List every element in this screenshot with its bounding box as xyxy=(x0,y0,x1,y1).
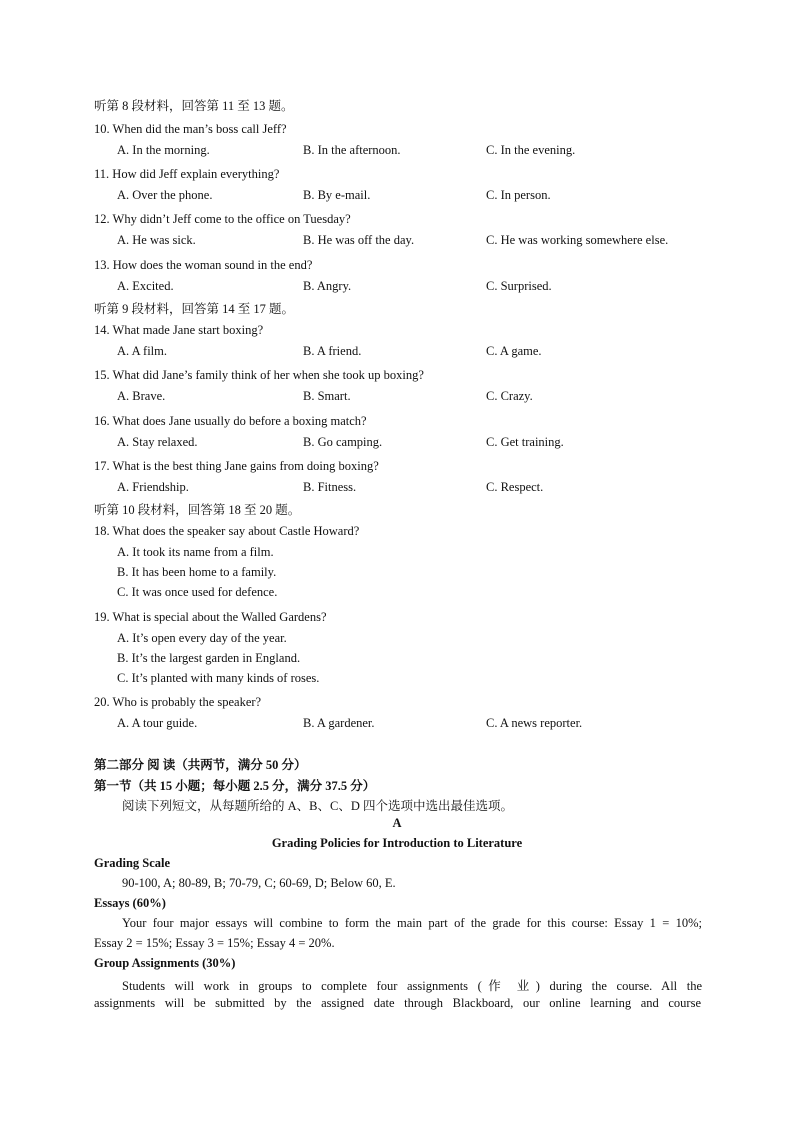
question-17-option-c: C. Respect. xyxy=(486,480,544,494)
question-17-option-b: B. Fitness. xyxy=(303,480,357,494)
question-20-stem: 20. Who is probably the speaker? xyxy=(94,695,262,709)
question-13-option-b: B. Angry. xyxy=(303,279,352,293)
question-10-option-b: B. In the afternoon. xyxy=(303,143,401,157)
section10-header: 听第 10 段材料，回答第 18 至 20 题。 xyxy=(94,503,301,517)
grading-scale-heading: Grading Scale xyxy=(94,856,171,870)
question-18-option-a: A. It took its name from a film. xyxy=(117,545,274,559)
question-15-option-c: C. Crazy. xyxy=(486,389,533,403)
group-paragraph-line2: assignments will be submitted by the assigned date through Blackboard, our online learning and course xyxy=(94,996,701,1010)
question-10-option-a: A. In the morning. xyxy=(117,143,210,157)
question-13-option-c: C. Surprised. xyxy=(486,279,552,293)
passage-letter: A xyxy=(392,816,402,830)
question-20-option-c: C. A news reporter. xyxy=(486,716,583,730)
question-14-stem: 14. What made Jane start boxing? xyxy=(94,323,264,337)
question-13-stem: 13. How does the woman sound in the end? xyxy=(94,258,313,272)
question-14-option-b: B. A friend. xyxy=(303,344,362,358)
question-20-option-b: B. A gardener. xyxy=(303,716,375,730)
essays-paragraph-line2: Essay 2 = 15%; Essay 3 = 15%; Essay 4 = 20%. xyxy=(94,936,335,950)
question-12-stem: 12. Why didn’t Jeff come to the office on Tuesday? xyxy=(94,212,351,226)
question-12-option-a: A. He was sick. xyxy=(117,233,196,247)
question-19-option-a: A. It’s open every day of the year. xyxy=(117,631,287,645)
question-18-stem: 18. What does the speaker say about Castle Howard? xyxy=(94,524,360,538)
question-15-option-a: A. Brave. xyxy=(117,389,166,403)
group-paragraph-line1: Students will work in groups to complete four assignments (作 业) during the course. All the xyxy=(122,979,702,993)
question-10-stem: 10. When did the man’s boss call Jeff? xyxy=(94,122,287,136)
essays-heading: Essays (60%) xyxy=(94,896,166,910)
reading-section-title: 第一节（共 15 小题；每小题 2.5 分，满分 37.5 分） xyxy=(94,779,376,793)
question-17-stem: 17. What is the best thing Jane gains from doing boxing? xyxy=(94,459,379,473)
question-11-option-a: A. Over the phone. xyxy=(117,188,213,202)
reading-instruction: 阅读下列短文，从每题所给的 A、B、C、D 四个选项中选出最佳选项。 xyxy=(122,799,513,813)
question-19-option-b: B. It’s the largest garden in England. xyxy=(117,651,301,665)
question-13-option-a: A. Excited. xyxy=(117,279,174,293)
question-20-option-a: A. A tour guide. xyxy=(117,716,198,730)
grading-scale-text: 90-100, A; 80-89, B; 70-79, C; 60-69, D; Below 60, E. xyxy=(122,876,396,890)
question-15-stem: 15. What did Jane’s family think of her when she took up boxing? xyxy=(94,368,424,382)
question-10-option-c: C. In the evening. xyxy=(486,143,576,157)
question-15-option-b: B. Smart. xyxy=(303,389,351,403)
question-16-option-b: B. Go camping. xyxy=(303,435,383,449)
question-11-option-b: B. By e-mail. xyxy=(303,188,371,202)
section8-header: 听第 8 段材料，回答第 11 至 13 题。 xyxy=(94,99,294,113)
group-assignments-heading: Group Assignments (30%) xyxy=(94,956,236,970)
question-11-option-c: C. In person. xyxy=(486,188,551,202)
essays-paragraph-line1: Your four major essays will combine to form the main part of the grade for this course: Essay 1 = 10%; xyxy=(122,916,702,930)
question-14-option-c: C. A game. xyxy=(486,344,542,358)
question-14-option-a: A. A film. xyxy=(117,344,168,358)
question-12-option-c: C. He was working somewhere else. xyxy=(486,233,669,247)
question-12-option-b: B. He was off the day. xyxy=(303,233,415,247)
question-18-option-b: B. It has been home to a family. xyxy=(117,565,277,579)
reading-part-title: 第二部分 阅 读（共两节，满分 50 分） xyxy=(94,758,307,772)
question-16-option-a: A. Stay relaxed. xyxy=(117,435,198,449)
passage-title: Grading Policies for Introduction to Literature xyxy=(271,836,523,850)
question-19-stem: 19. What is special about the Walled Gardens? xyxy=(94,610,327,624)
question-16-stem: 16. What does Jane usually do before a boxing match? xyxy=(94,414,367,428)
section9-header: 听第 9 段材料，回答第 14 至 17 题。 xyxy=(94,302,295,316)
question-19-option-c: C. It’s planted with many kinds of roses. xyxy=(117,671,320,685)
question-11-stem: 11. How did Jeff explain everything? xyxy=(94,167,280,181)
question-18-option-c: C. It was once used for defence. xyxy=(117,585,278,599)
question-16-option-c: C. Get training. xyxy=(486,435,564,449)
question-17-option-a: A. Friendship. xyxy=(117,480,189,494)
